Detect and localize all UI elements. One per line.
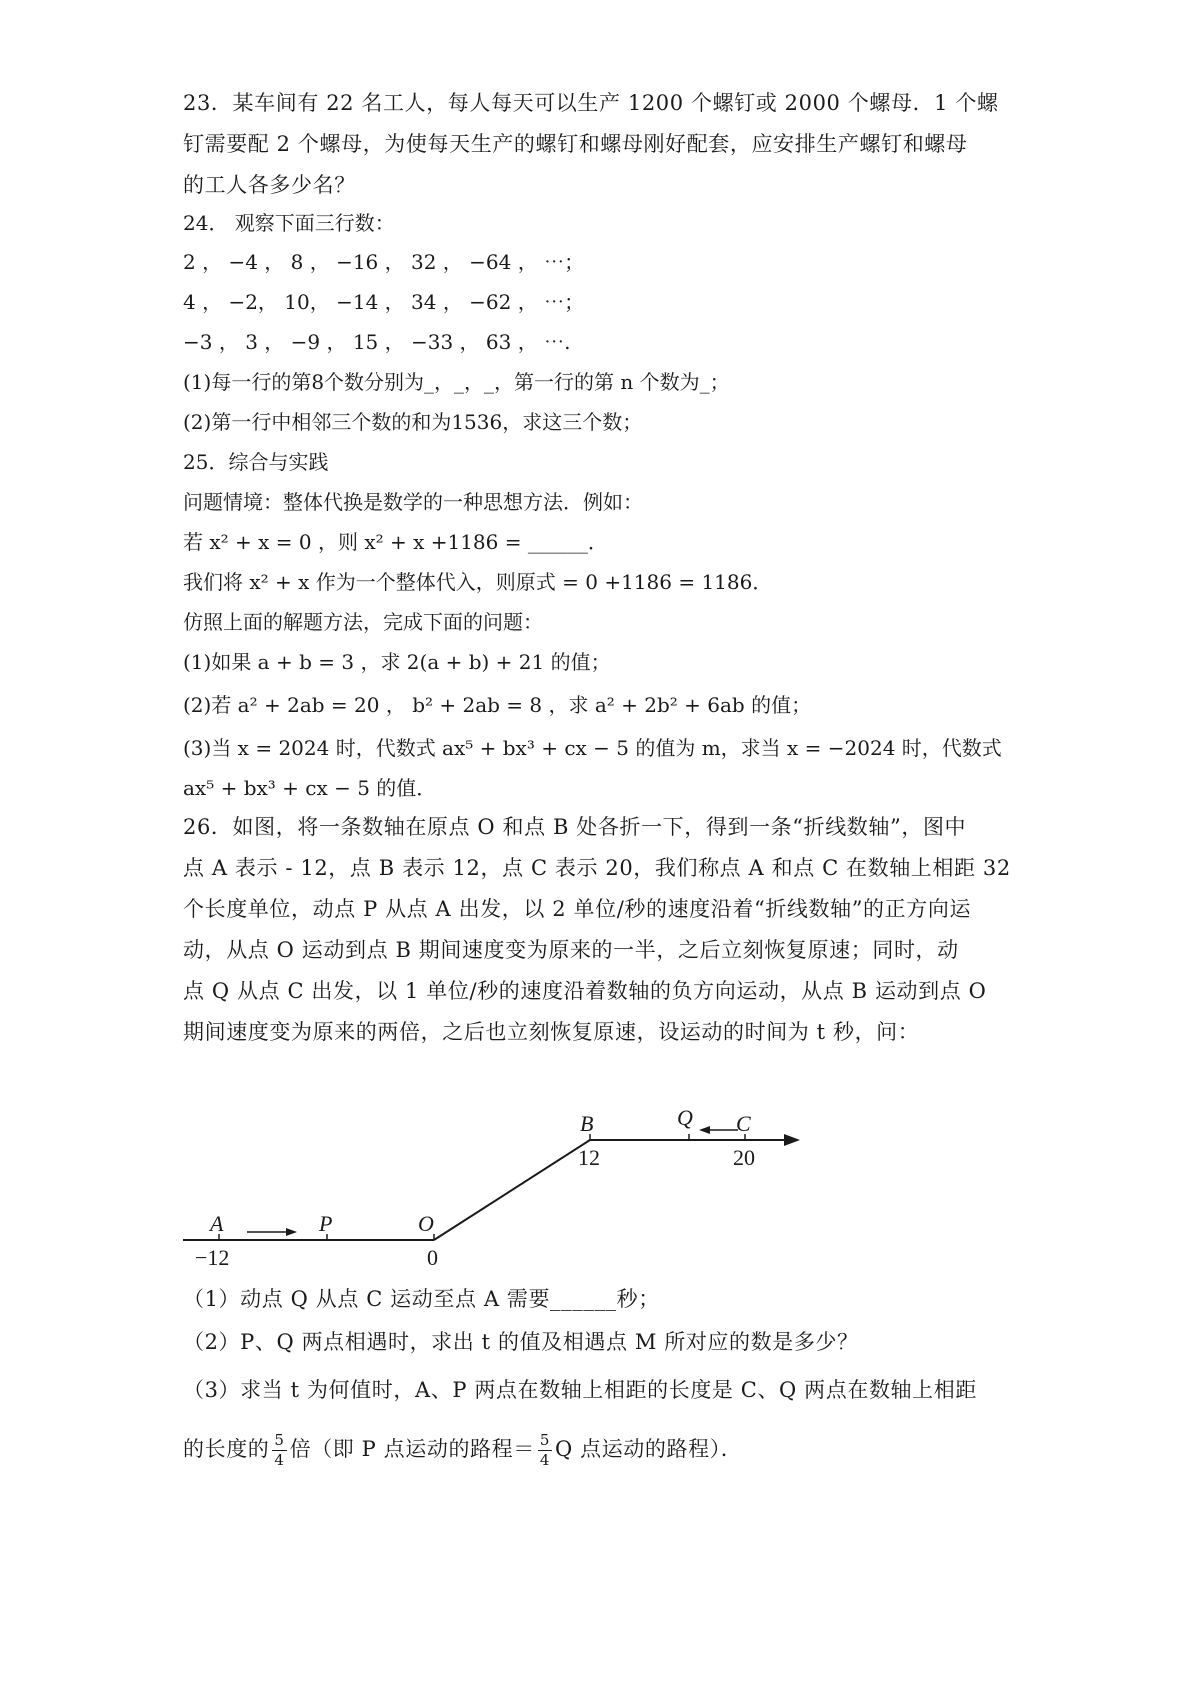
value-B: 12 — [578, 1145, 600, 1170]
q24-part-1: (1)每一行的第8个数分别为_，_，_，第一行的第 n 个数为_； — [183, 370, 730, 394]
q25-part-3b: ax⁵ + bx³ + cx − 5 的值． — [183, 776, 437, 800]
label-P: P — [319, 1211, 333, 1236]
value-A: −12 — [195, 1245, 230, 1270]
q25-example: 若 x² + x = 0 ，则 x² + x +1186 = ______． — [183, 530, 608, 554]
q23-line-2: 钉需要配 2 个螺母，为使每天生产的螺钉和螺母刚好配套，应安排生产螺钉和螺母 — [183, 132, 968, 156]
fraction-numerator-2: 5 — [539, 1431, 550, 1449]
q26-line-5: 点 Q 从点 C 出发，以 1 单位/秒的速度沿着数轴的负方向运动，从点 B 运动到点 O — [183, 979, 987, 1003]
axis-slanted-segment — [434, 1140, 590, 1240]
q26-part-3b-post: Q 点运动的路程）． — [555, 1437, 743, 1461]
label-B: B — [580, 1111, 594, 1136]
label-C: C — [736, 1111, 751, 1136]
q24-title: 24． 观察下面三行数： — [183, 211, 395, 235]
q26-line-6: 期间速度变为原来的两倍，之后也立刻恢复原速，设运动的时间为 t 秒，问： — [183, 1020, 920, 1044]
label-A: A — [210, 1211, 224, 1236]
motion-arrowhead-p — [286, 1228, 297, 1236]
motion-arrowhead-q — [699, 1126, 710, 1134]
q26-part-3b — [183, 1419, 742, 1479]
q25-part-3a: (3)当 x = 2024 时，代数式 ax⁵ + bx³ + cx − 5 的值为 m，求当 x = −2024 时，代数式 — [183, 736, 1002, 760]
q26-part-1: （1）动点 Q 从点 C 运动至点 A 需要______秒； — [183, 1287, 660, 1311]
q26-line-4: 动，从点 O 运动到点 B 期间速度变为原来的一半，之后立刻恢复原速；同时，动 — [183, 938, 959, 962]
q26-line-1: 26．如图，将一条数轴在原点 O 和点 B 处各折一下，得到一条“折线数轴”，图中 — [183, 815, 967, 839]
q26-part-3b-mid: 倍（即 P 点运动的路程＝ — [289, 1437, 535, 1461]
q24-part-2: (2)第一行中相邻三个数的和为1536，求这三个数； — [183, 410, 643, 434]
q24-row-3: −3 ， 3 ， −9 ， 15 ， −33 ， 63 ， ⋯. — [183, 330, 571, 354]
q26-line-2: 点 A 表示 - 12，点 B 表示 12，点 C 表示 20，我们称点 A 和点 C 在数轴上相距 32 — [183, 856, 1011, 880]
q24-row-1: 2 ， −4 ， 8 ， −16 ， 32 ， −64 ， ⋯； — [183, 250, 585, 274]
fraction-denominator-2: 4 — [539, 1451, 550, 1469]
q25-title: 25．综合与实践 — [183, 450, 329, 474]
q26-part-3a: （3）求当 t 为何值时，A、P 两点在数轴上相距的长度是 C、Q 两点在数轴上相距 — [183, 1378, 977, 1402]
q26-line-3: 个长度单位，动点 P 从点 A 出发，以 2 单位/秒的速度沿着“折线数轴”的正方向运 — [183, 897, 972, 921]
fraction-denominator: 4 — [274, 1451, 285, 1469]
q24-row-2: 4 ， −2， 10， −14 ， 34 ， −62 ， ⋯； — [183, 290, 585, 314]
q23-line-1: 23．某车间有 22 名工人，每人每天可以生产 1200 个螺钉或 2000 个螺母．1 个螺 — [183, 91, 999, 115]
fraction-five-fourths — [272, 1433, 286, 1468]
fraction-five-fourths-2 — [538, 1433, 552, 1468]
q25-part-1: (1)如果 a + b = 3 ，求 2(a + b) + 21 的值； — [183, 650, 611, 674]
q26-part-2: （2）P、Q 两点相遇时，求出 t 的值及相遇点 M 所对应的数是多少？ — [183, 1330, 859, 1354]
q25-part-2: (2)若 a² + 2ab = 20 ， b² + 2ab = 8 ，求 a² + 2b² + 6ab 的值； — [183, 693, 812, 717]
q23-line-3: 的工人各多少名？ — [183, 173, 356, 197]
q25-instruction: 仿照上面的解题方法，完成下面的问题： — [183, 610, 543, 634]
q26-part-3b-pre: 的长度的 — [183, 1437, 270, 1461]
fraction-numerator: 5 — [274, 1431, 285, 1449]
label-O: O — [418, 1211, 434, 1236]
q25-intro: 问题情境：整体代换是数学的一种思想方法．例如： — [183, 490, 643, 514]
q25-substitution: 我们将 x² + x 作为一个整体代入，则原式 = 0 +1186 = 1186． — [183, 570, 773, 594]
value-O: 0 — [427, 1245, 438, 1270]
label-Q: Q — [677, 1105, 693, 1130]
value-C: 20 — [733, 1145, 755, 1170]
axis-end-arrowhead — [784, 1134, 800, 1146]
